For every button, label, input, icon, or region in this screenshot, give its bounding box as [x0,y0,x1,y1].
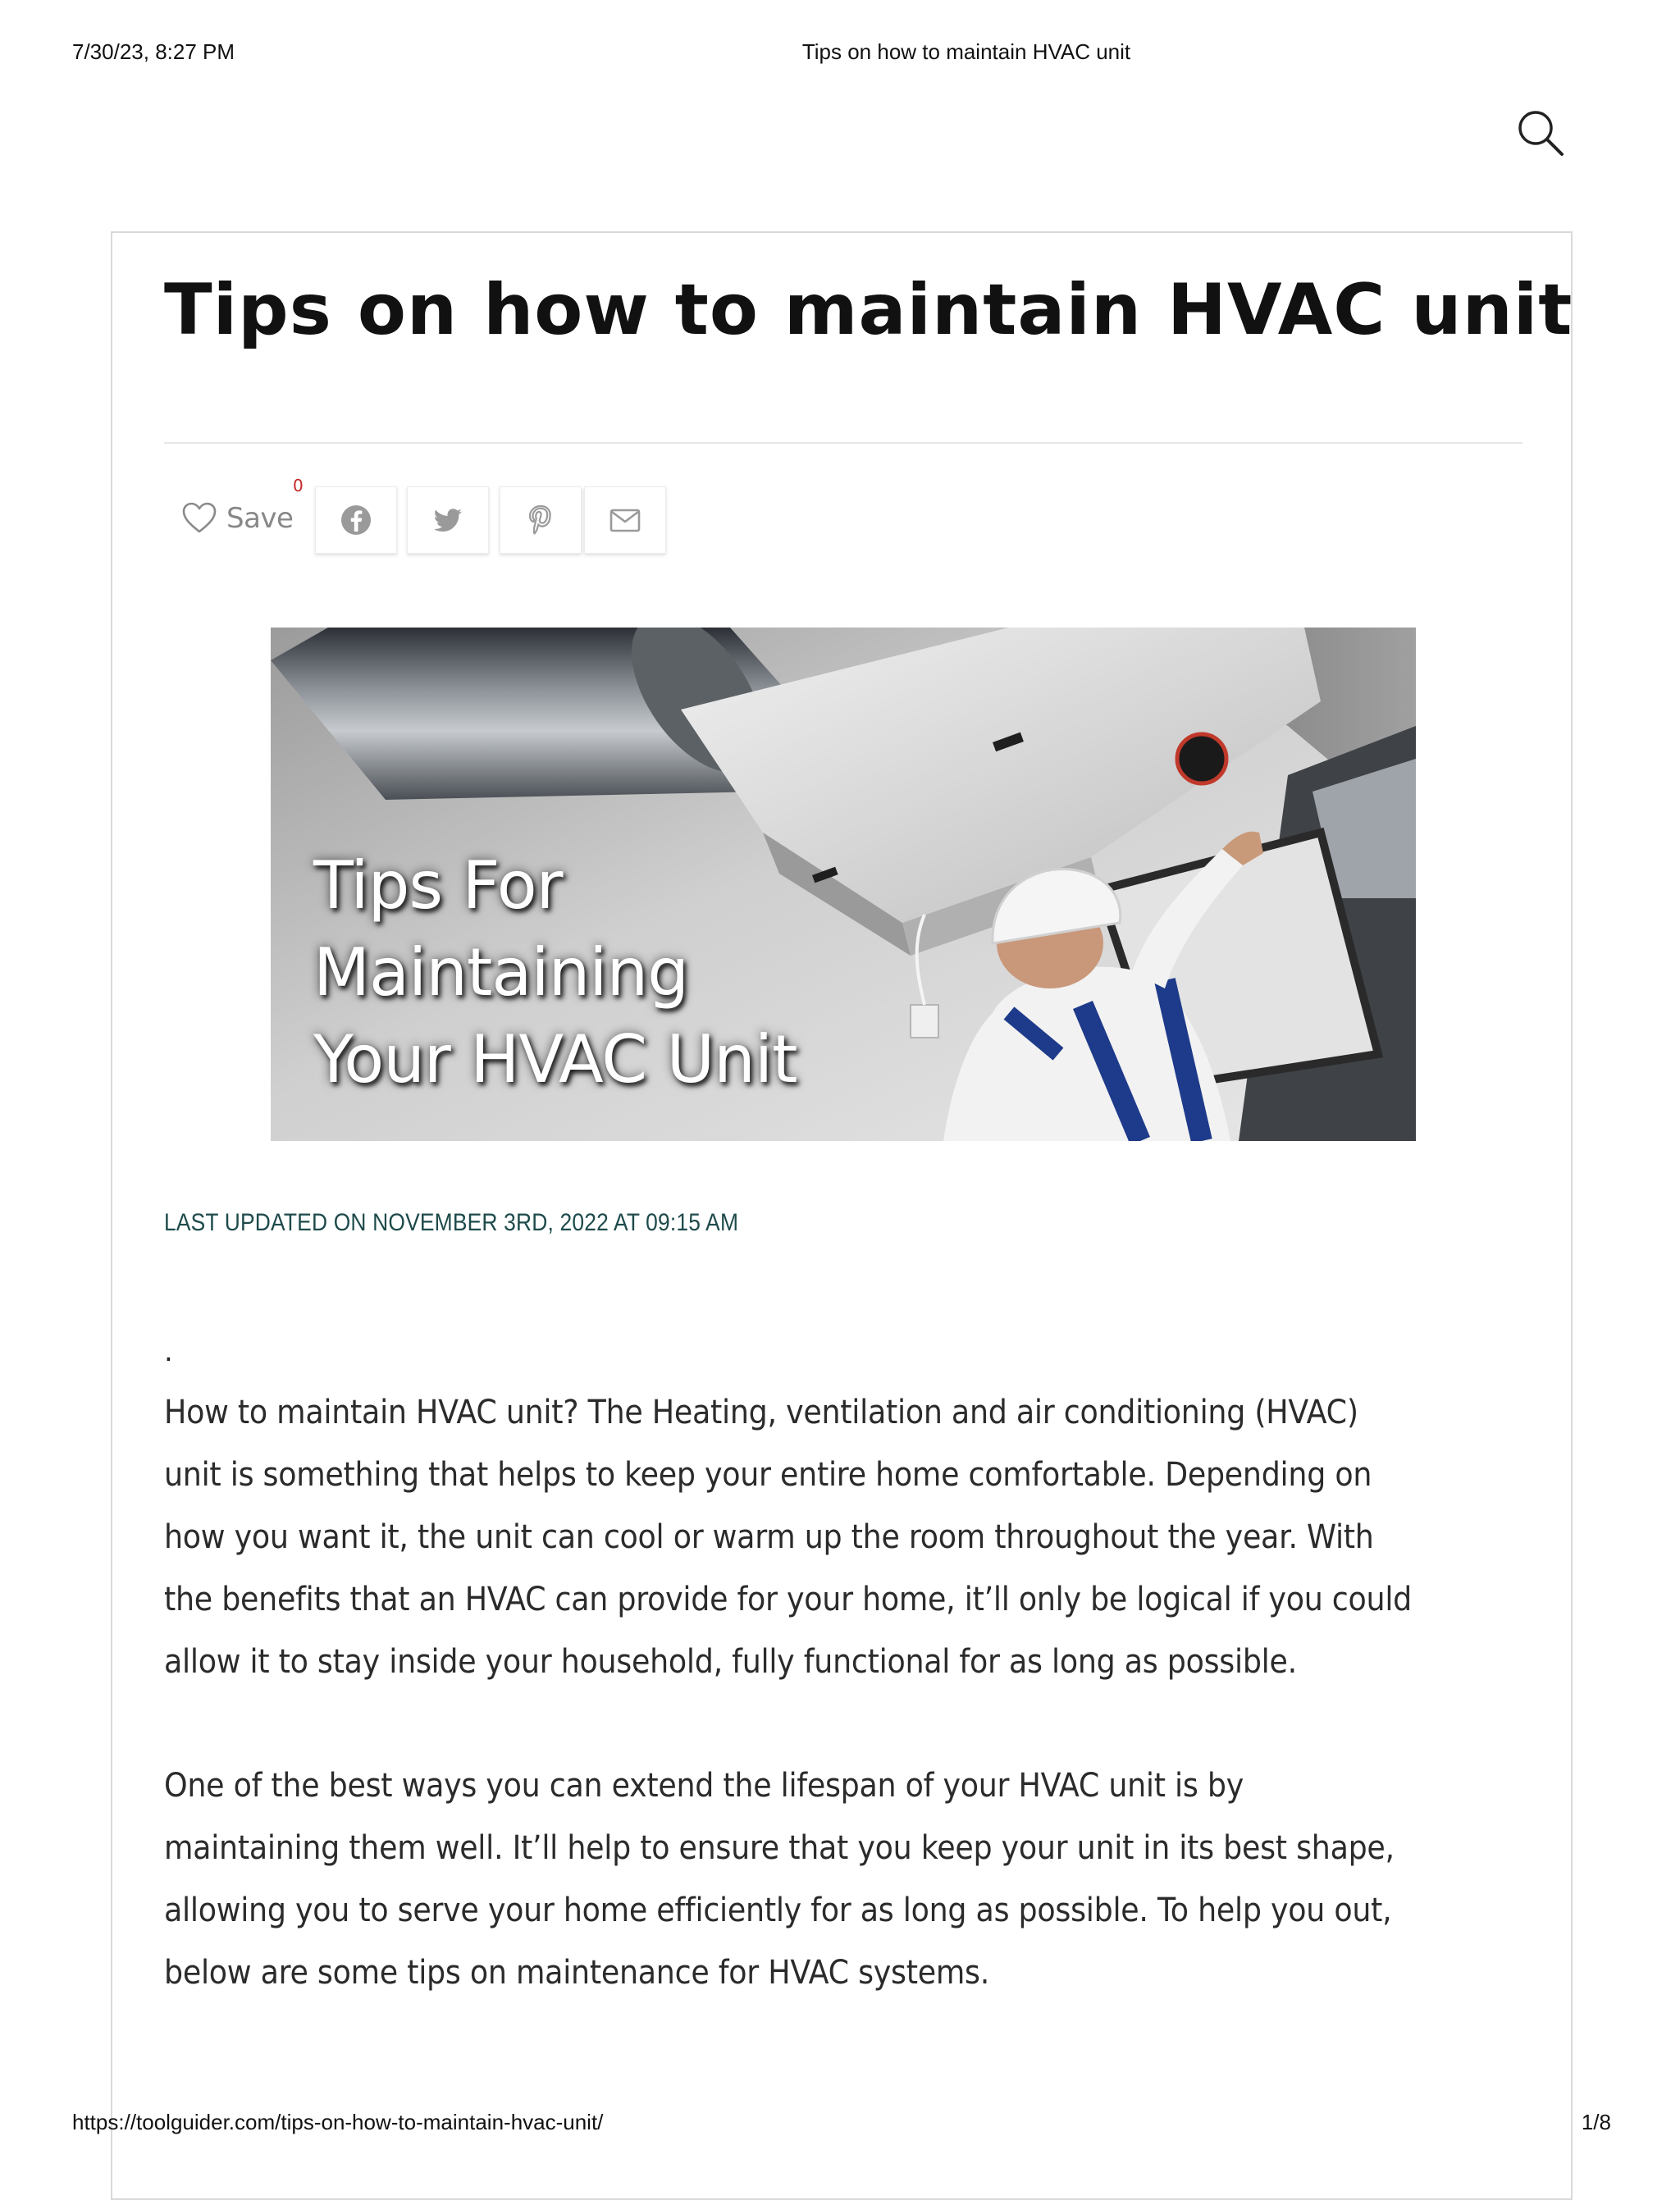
title-divider [164,442,1522,444]
save-count-badge: 0 [293,476,304,495]
heart-icon [182,502,217,535]
article-title: Tips on how to maintain HVAC unit [164,269,1573,351]
hero-overlay-line: Maintaining [313,934,689,1011]
hero-overlay-text [313,842,797,1103]
hero-overlay-line: Tips For [313,847,563,924]
save-button[interactable] [182,495,293,541]
share-facebook-button[interactable] [315,486,397,554]
share-twitter-button[interactable] [407,486,489,554]
print-url: https://toolguider.com/tips-on-how-to-maintain-hvac-unit/ [72,2110,604,2134]
print-page-title: Tips on how to maintain HVAC unit [801,39,1131,64]
print-datetime: 7/30/23, 8:27 PM [72,39,235,64]
search-button[interactable] [1516,108,1565,157]
paragraph: One of the best ways you can extend the lifespan of your HVAC unit is by maintaining them well. It’ll help to ensure that you keep your unit in its best shape, allowing you to serve your home efficiently for as long as possible. To help you out, below are some tips on maintenance for HVAC systems. [164,1767,1395,1992]
pinterest-icon [524,504,557,536]
paragraph: How to maintain HVAC unit? The Heating, ventilation and air conditioning (HVAC) unit is something that helps to keep your entire home comfortable. Depending on how you want it, the unit can cool or warm up the room throughout the year. With the benefits that an HVAC can provide for your home, it’ll only be logical if you could allow it to stay inside your household, fully functional for as long as possible. [164,1394,1412,1681]
print-page-number: 1/8 [1581,2110,1611,2134]
twitter-icon [431,504,464,536]
print-header [0,39,1680,67]
hero-image [271,628,1416,1141]
share-pinterest-button[interactable] [500,486,582,554]
share-email-button[interactable] [584,486,666,554]
stray-dot: . [164,1335,173,1368]
last-updated-meta: LAST UPDATED ON NOVEMBER 3RD, 2022 AT 09:15 AM [164,1209,739,1236]
search-icon [1516,108,1565,157]
save-label: Save [226,502,294,535]
print-footer [0,2110,1680,2138]
facebook-icon [340,504,372,536]
envelope-icon [609,504,641,536]
hero-overlay-line: Your HVAC Unit [313,1021,797,1098]
